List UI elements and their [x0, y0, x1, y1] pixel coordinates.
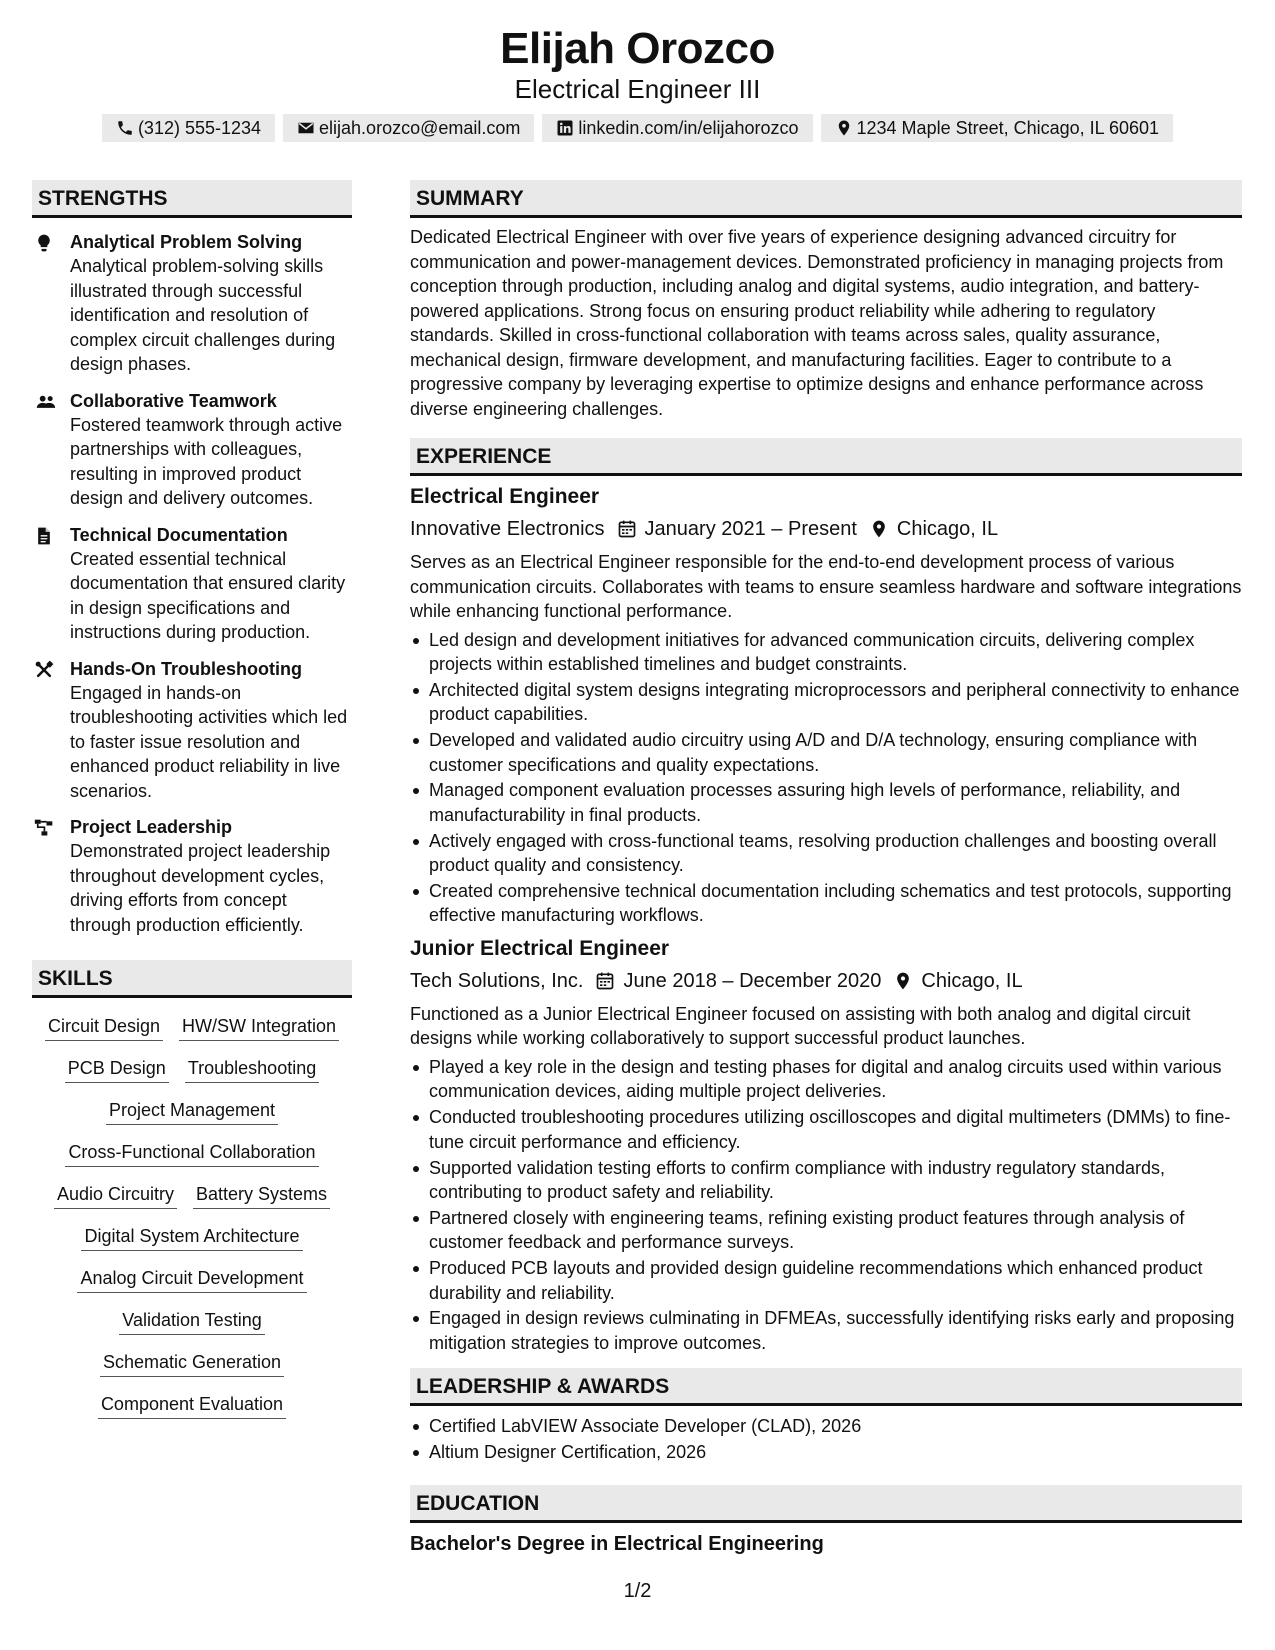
skill-tag: Analog Circuit Development: [77, 1264, 306, 1293]
contact-address-text: 1234 Maple Street, Chicago, IL 60601: [856, 118, 1160, 138]
skill-tag: Validation Testing: [119, 1306, 264, 1335]
map-pin-icon: [893, 971, 913, 991]
job-entry: [410, 936, 1242, 1355]
job-location: Chicago, IL: [921, 969, 1023, 992]
contact-bar: [0, 114, 1275, 142]
map-pin-icon: [869, 519, 889, 539]
bullet-item: Led design and development initiatives for advanced communication circuits, delivering complex projects within established timelines and budget constraints.: [410, 628, 1242, 677]
skill-tag: Battery Systems: [193, 1180, 330, 1209]
bullet-item: Actively engaged with cross-functional teams, resolving production challenges and boosting overall product quality and consistency.: [410, 829, 1242, 878]
bullet-item: Partnered closely with engineering teams, refining existing product features through analysis of customer feedback and performance surveys.: [410, 1206, 1242, 1255]
contact-linkedin[interactable]: [542, 114, 812, 142]
bullet-item: Architected digital system designs integrating microprocessors and peripheral connectivity to enhance product capabilities.: [410, 678, 1242, 727]
skills-list: [32, 1012, 352, 1419]
job-entry: [410, 484, 1242, 928]
awards-heading: LEADERSHIP & AWARDS: [410, 1368, 1242, 1406]
job-dates: June 2018 – December 2020: [623, 969, 882, 992]
strength-title: Project Leadership: [70, 817, 233, 837]
job-bullets: [410, 1055, 1242, 1355]
skill-tag: PCB Design: [65, 1054, 169, 1083]
contact-email[interactable]: [283, 114, 534, 142]
left-column: [32, 180, 352, 1419]
skill-tag: Component Evaluation: [98, 1390, 286, 1419]
tools-icon: [34, 660, 54, 680]
sitemap-icon: [34, 818, 54, 838]
strength-item: [32, 230, 352, 377]
lightbulb-icon: [34, 233, 54, 253]
strengths-heading: STRENGTHS: [32, 180, 352, 218]
envelope-icon: [297, 119, 315, 137]
job-meta: [410, 967, 1242, 995]
skills-heading: SKILLS: [32, 960, 352, 998]
calendar-icon: [617, 519, 637, 539]
bullet-item: Played a key role in the design and testing phases for digital and analog circuits used within various communication devices, aiding multiple project deliveries.: [410, 1055, 1242, 1104]
skill-tag: Digital System Architecture: [81, 1222, 302, 1251]
job-description: Functioned as a Junior Electrical Engineer focused on assisting with both analog and digital circuit designs while working collaboratively to support successful product launches.: [410, 1003, 1191, 1049]
job-bullets: [410, 628, 1242, 928]
strength-item: [32, 389, 352, 511]
resume-header: [0, 22, 1275, 104]
skill-tag: Project Management: [106, 1096, 278, 1125]
bullet-item: Conducted troubleshooting procedures utilizing oscilloscopes and digital multimeters (DMMs) to fine-tune circuit performance and efficiency.: [410, 1105, 1242, 1154]
strength-title: Analytical Problem Solving: [70, 232, 303, 252]
job-title: Junior Electrical Engineer: [410, 936, 670, 960]
strength-item: [32, 815, 352, 937]
contact-email-text: elijah.orozco@email.com: [319, 118, 521, 138]
skill-tag: Schematic Generation: [100, 1348, 284, 1377]
bullet-item: Created comprehensive technical documentation including schematics and test protocols, supporting effective manufacturing workflows.: [410, 879, 1242, 928]
contact-phone[interactable]: [102, 114, 275, 142]
map-pin-icon: [835, 119, 853, 137]
award-item: Certified LabVIEW Associate Developer (CLAD), 2026: [410, 1414, 1242, 1439]
strength-item: [32, 657, 352, 804]
strength-desc: Created essential technical documentation that ensured clarity in design specifications and instructions during production.: [70, 548, 346, 642]
strength-item: [32, 523, 352, 645]
job-dates: January 2021 – Present: [644, 518, 857, 540]
strength-title: Technical Documentation: [70, 524, 288, 545]
skill-tag: Circuit Design: [45, 1012, 163, 1041]
degree-title: Bachelor's Degree in Electrical Engineering: [410, 1532, 824, 1555]
calendar-icon: [595, 971, 615, 991]
users-icon: [34, 392, 58, 412]
job-company: Innovative Electronics: [410, 518, 605, 540]
phone-icon: [116, 119, 134, 137]
contact-address[interactable]: [821, 114, 1174, 142]
job-description: Serves as an Electrical Engineer responsible for the end-to-end development process of various communication circuits. Collaborates with teams to ensure seamless hardware and software integrations while enhancing functional performance.: [410, 552, 1242, 621]
strength-desc: Engaged in hands-on troubleshooting activities which led to faster issue resolution and enhanced product reliability in live scenarios.: [70, 682, 348, 801]
experience-heading: EXPERIENCE: [410, 438, 1242, 476]
summary-text: Dedicated Electrical Engineer with over five years of experience designing advanced circuitry for communication and power-management devices. Demonstrated proficiency in managing projects from conception through production, including analog and digital systems, audio integration, and battery-powered applications. Strong focus on ensuring product reliability while adhering to regulatory standards. Skilled in cross-functional collaboration with teams across sales, quality assurance, mechanical design, firmware development, and manufacturing facilities. Eager to contribute to a progressive company by leveraging expertise to optimize designs and enhance performance across diverse engineering challenges.: [410, 227, 1224, 419]
summary-heading: SUMMARY: [410, 180, 1242, 218]
strength-desc: Demonstrated project leadership throughout development cycles, driving efforts from concept through production efficiently.: [70, 841, 331, 935]
job-meta: [410, 515, 1242, 543]
job-company: Tech Solutions, Inc.: [410, 969, 584, 992]
candidate-name: Elijah Orozco: [500, 24, 775, 73]
skill-tag: Audio Circuitry: [54, 1180, 177, 1209]
bullet-item: Managed component evaluation processes assuring high levels of performance, reliability, and manufacturability in final products.: [410, 778, 1242, 827]
skill-tag: HW/SW Integration: [179, 1012, 339, 1041]
strength-desc: Fostered teamwork through active partnerships with colleagues, resulting in improved product design and delivery outcomes.: [70, 414, 343, 508]
bullet-item: Developed and validated audio circuitry using A/D and D/A technology, ensuring compliance with customer specifications and quality expectations.: [410, 728, 1242, 777]
bullet-item: Supported validation testing efforts to confirm compliance with industry regulatory standards, contributing to product safety and reliability.: [410, 1156, 1242, 1205]
skill-tag: Troubleshooting: [185, 1054, 319, 1083]
job-title: Electrical Engineer: [410, 485, 600, 508]
candidate-role: Electrical Engineer III: [514, 74, 761, 104]
awards-list: [410, 1414, 1242, 1464]
bullet-item: Produced PCB layouts and provided design guideline recommendations which enhanced product durability and reliability.: [410, 1256, 1242, 1305]
strength-desc: Analytical problem-solving skills illustrated through successful identification and resolution of complex circuit challenges during design phases.: [70, 256, 336, 374]
job-location: Chicago, IL: [896, 518, 999, 540]
contact-linkedin-text: linkedin.com/in/elijahorozco: [578, 118, 799, 138]
linkedin-icon: [556, 119, 574, 137]
strength-title: Hands-On Troubleshooting: [70, 658, 302, 679]
bullet-item: Engaged in design reviews culminating in DFMEAs, successfully identifying risks early and proposing mitigation strategies to improve outcomes.: [410, 1306, 1242, 1355]
right-column: [410, 180, 1242, 1557]
education-heading: EDUCATION: [410, 1485, 1242, 1523]
contact-phone-text: (312) 555-1234: [137, 118, 262, 138]
award-item: Altium Designer Certification, 2026: [410, 1440, 1242, 1465]
page-number: 1/2: [623, 1580, 652, 1602]
document-icon: [34, 526, 54, 546]
skill-tag: Cross-Functional Collaboration: [65, 1138, 318, 1167]
strength-title: Collaborative Teamwork: [70, 390, 277, 411]
